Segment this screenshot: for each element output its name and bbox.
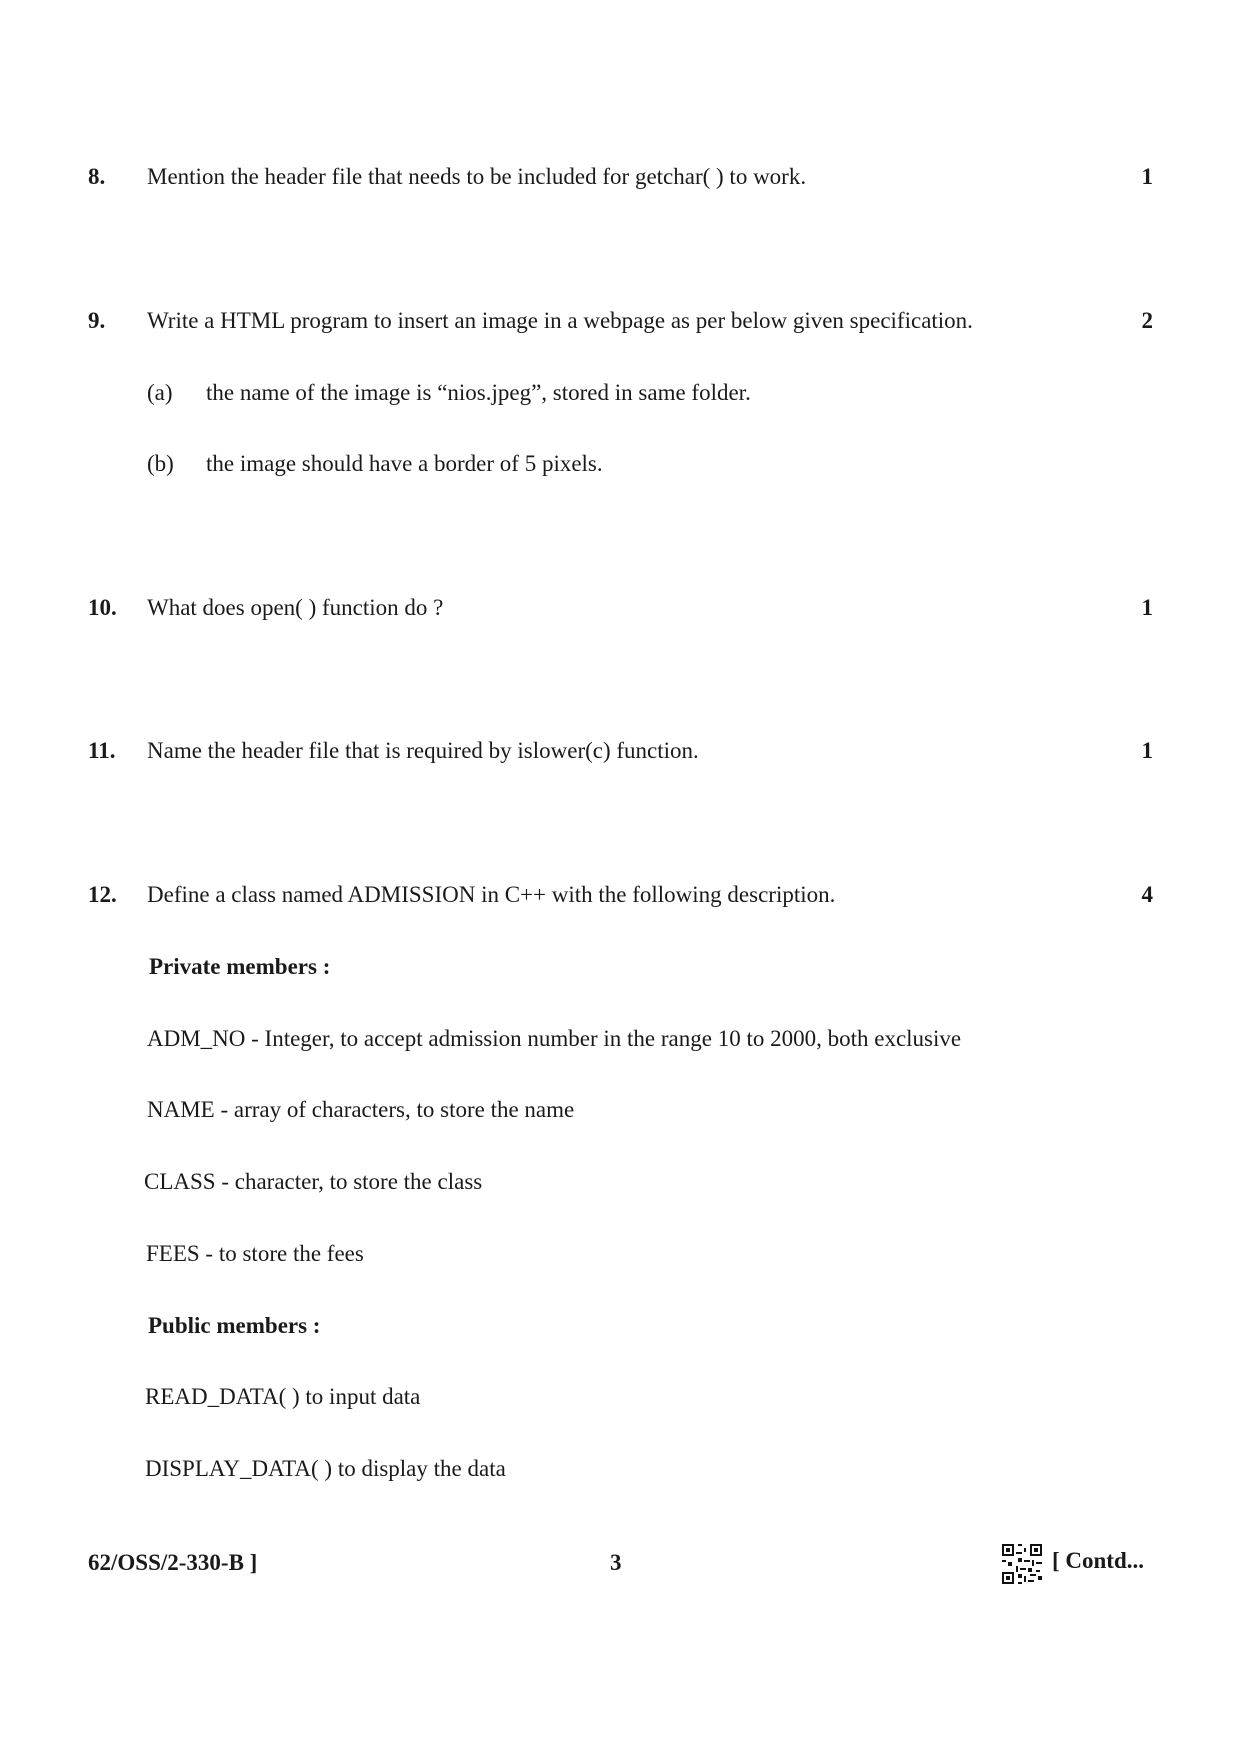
question-text: Name the header file that is required by islower(c) function. (147, 738, 699, 763)
paper-code: 62/OSS/2-330-B ] (88, 1550, 258, 1575)
question-marks: 4 (1141, 882, 1153, 907)
subpart-text: the name of the image is “nios.jpeg”, stored in same folder. (206, 380, 751, 405)
question-text: What does open( ) function do ? (147, 595, 444, 620)
member-line: NAME - array of characters, to store the name (147, 1097, 575, 1122)
question-number: 11. (88, 738, 116, 763)
question-text: Mention the header file that needs to be included for getchar( ) to work. (147, 164, 807, 189)
continued-label: [ Contd... (1052, 1548, 1145, 1573)
question-number: 12. (88, 882, 117, 907)
subpart-text: the image should have a border of 5 pixels. (206, 451, 603, 476)
private-members-heading: Private members : (149, 954, 331, 979)
question-number: 9. (88, 308, 106, 333)
question-marks: 1 (1141, 595, 1153, 620)
subpart-label: (a) (147, 380, 173, 405)
question-number: 10. (88, 595, 117, 620)
member-line: ADM_NO - Integer, to accept admission number in the range 10 to 2000, both exclusive (147, 1026, 962, 1051)
question-number: 8. (88, 164, 106, 189)
qr-code-icon (1002, 1544, 1042, 1584)
question-marks: 1 (1141, 164, 1153, 189)
question-text: Write a HTML program to insert an image in a webpage as per below given specification. (147, 308, 973, 333)
page-number: 3 (610, 1550, 622, 1575)
question-marks: 2 (1141, 308, 1153, 333)
public-members-heading: Public members : (148, 1313, 321, 1338)
member-line: DISPLAY_DATA( ) to display the data (145, 1456, 506, 1481)
subpart-label: (b) (147, 451, 174, 476)
member-line: FEES - to store the fees (146, 1241, 364, 1266)
member-line: READ_DATA( ) to input data (145, 1384, 421, 1409)
question-marks: 1 (1141, 738, 1153, 763)
question-text: Define a class named ADMISSION in C++ with the following description. (147, 882, 836, 907)
member-line: CLASS - character, to store the class (144, 1169, 483, 1194)
